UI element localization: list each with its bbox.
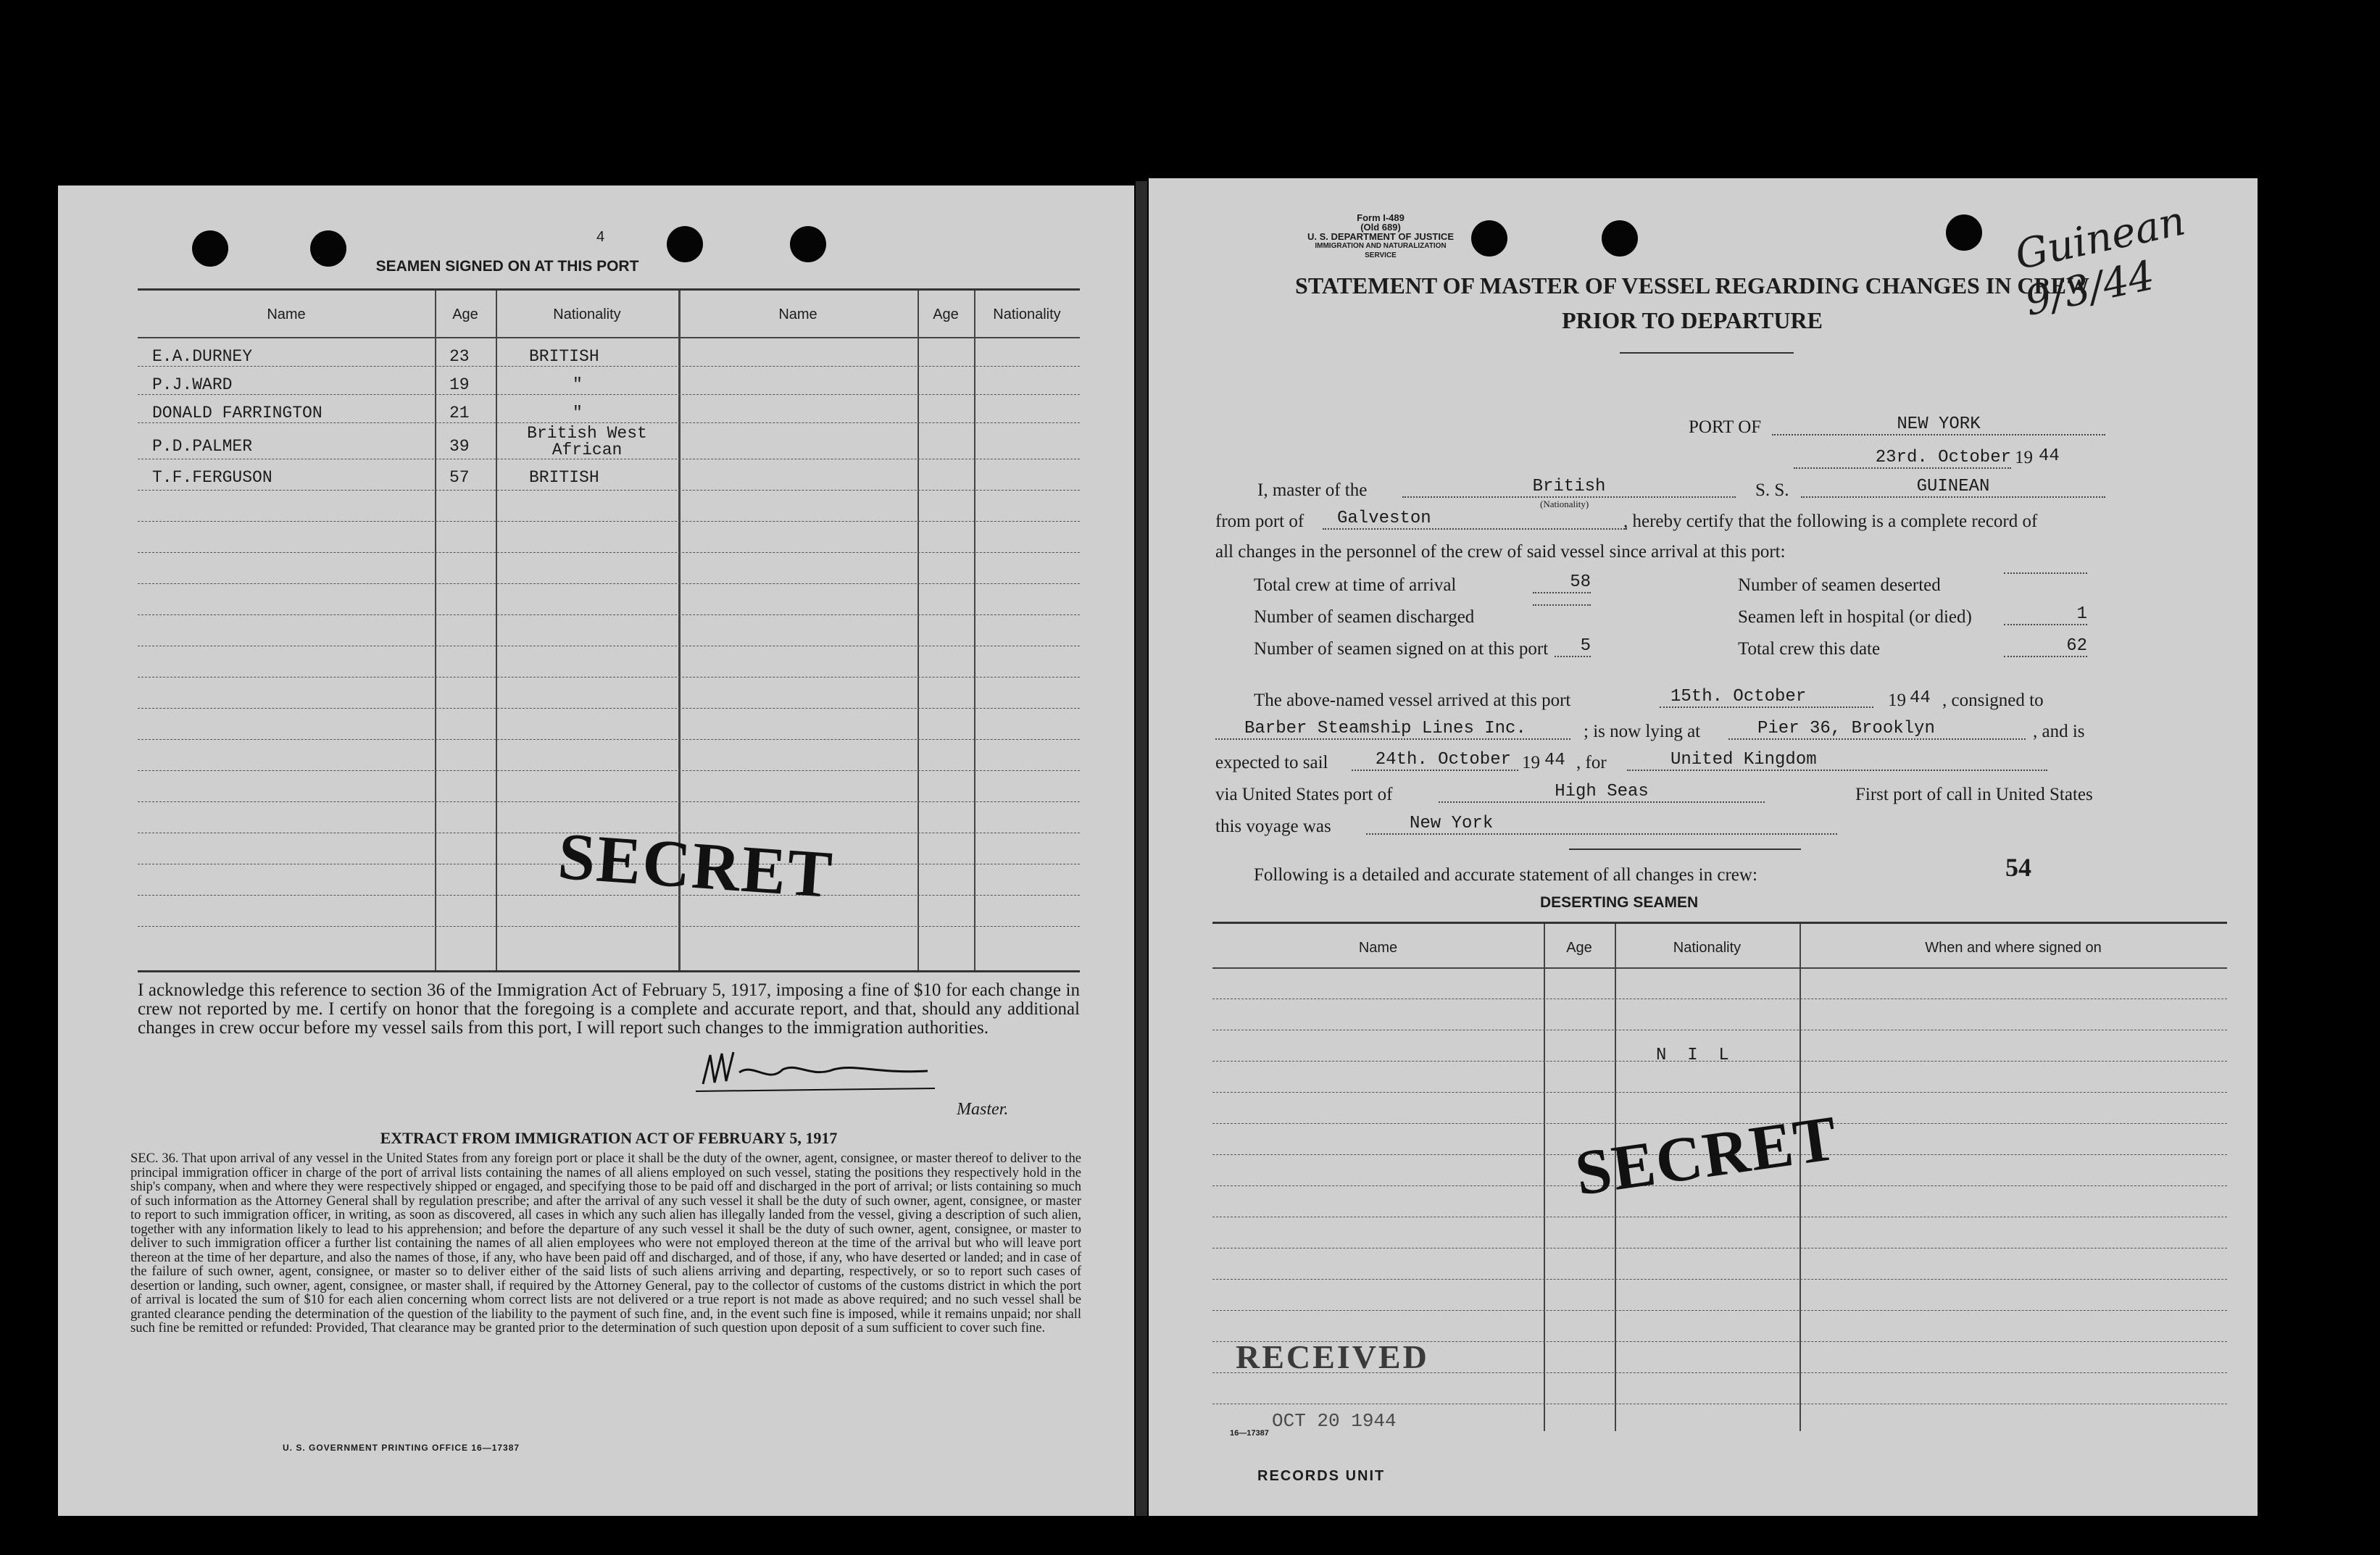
nil-entry: N I L	[1656, 1046, 1729, 1065]
date-year-prefix: 19	[2015, 448, 2033, 467]
seaman-nationality: BRITISH	[529, 468, 599, 487]
this-voyage-label: this voyage was	[1215, 817, 1331, 836]
seaman-age: 57	[449, 468, 470, 487]
total-crew-date-value: 62	[2004, 636, 2087, 657]
ship-name: GUINEAN	[1801, 477, 2105, 498]
ss-label: S. S.	[1755, 480, 1789, 500]
seaman-age: 23	[449, 347, 470, 366]
page-number: 4	[596, 229, 605, 245]
col-header-name: Name	[1358, 940, 1398, 956]
nationality-caption: (Nationality)	[1540, 499, 1589, 509]
via-port: High Seas	[1439, 782, 1765, 803]
sail-date: 24th. October	[1352, 750, 1518, 771]
seaman-nationality: British West African	[527, 424, 647, 459]
certify-text-2: all changes in the personnel of the crew of said vessel since arrival at this port:	[1215, 542, 1786, 562]
deserted-label: Number of seamen deserted	[1738, 575, 1941, 595]
col-header-age: Age	[452, 307, 478, 322]
punch-hole	[1471, 220, 1507, 257]
col-header-name: Name	[267, 307, 306, 322]
discharged-label: Number of seamen discharged	[1254, 607, 1475, 627]
following-label: Following is a detailed and accurate statement of all changes in crew:	[1254, 865, 1757, 885]
hospital-label: Seamen left in hospital (or died)	[1738, 607, 1972, 627]
form-subtitle: PRIOR TO DEPARTURE	[1562, 307, 1823, 333]
title-rule	[1620, 352, 1794, 354]
form-title: STATEMENT OF MASTER OF VESSEL REGARDING CHANGES IN CREW	[1295, 272, 2089, 299]
records-unit: RECORDS UNIT	[1257, 1468, 1386, 1484]
arrived-label: The above-named vessel arrived at this port	[1254, 691, 1571, 710]
and-is-label: , and is	[2033, 722, 2085, 741]
seaman-name: DONALD FARRINGTON	[152, 404, 323, 422]
destination: United Kingdom	[1627, 750, 2047, 771]
nationality-value: British	[1402, 477, 1736, 498]
seaman-age: 19	[449, 375, 470, 394]
hospital-value: 1	[2004, 604, 2087, 625]
consigned-label: , consigned to	[1942, 691, 2044, 710]
punch-hole	[790, 226, 826, 262]
received-date: OCT 20 1944	[1272, 1410, 1397, 1432]
lying-label: ; is now lying at	[1584, 722, 1701, 741]
first-port-value: New York	[1366, 814, 1837, 835]
col-header-nationality: Nationality	[1673, 940, 1742, 956]
from-port-label: from port of	[1215, 512, 1305, 531]
seaman-age: 39	[449, 437, 470, 456]
col-header-nationality: Nationality	[553, 307, 621, 322]
left-page	[58, 185, 1134, 1516]
certify-text: , hereby certify that the following is a complete record of	[1623, 512, 2038, 531]
total-crew-date-label: Total crew this date	[1738, 639, 1881, 659]
seaman-nationality: BRITISH	[529, 347, 599, 366]
page-fold	[1136, 181, 1147, 1516]
secret-stamp: SECRET	[1571, 1103, 1843, 1209]
master-of-the-label: I, master of the	[1257, 480, 1368, 500]
section-title: SEAMEN SIGNED ON AT THIS PORT	[375, 258, 639, 275]
from-port-value: Galveston	[1323, 509, 1627, 530]
date-year: 44	[2039, 446, 2060, 466]
seaman-age: 21	[449, 404, 470, 422]
col-header-age-2: Age	[933, 307, 959, 322]
secret-stamp: SECRET	[555, 818, 836, 912]
seaman-name: E.A.DURNEY	[152, 347, 253, 366]
col-header-signed-on: When and where signed on	[1925, 940, 2102, 956]
extract-text: SEC. 36. That upon arrival of any vessel in the United States from any foreign port or place it shall be the duty of the owner, agent, consignee, or master thereof to deliver to the principal immigration officer in charge of the port of arrival lists containing the names of all aliens employed on such vessel, stating the positions they respectively hold in the ship's company, when and where they were respectively shipped or engaged, and specifying those to be paid off and discharged in the port of arrival; or lists containing so much of such information as the Attorney General shall by regulation prescribe; and after the arrival of any such vessel it shall be the duty of such owner, agent, consignee, or master to report to such immigration officer, in writing, as soon as discovered, all cases in which any such alien has illegally landed from the vessel, giving a description of such alien, together with any information likely to lead to his apprehension; and before the departure of any such vessel it shall be the duty of such owner, agent, consignee, or master to deliver to such immigration officer a further list containing the names of all alien employees who were not employed thereon at the time of the arrival but who will leave port thereon at the time of her departure, and also the names of those, if any, who have been paid off and discharged, and of those, if any, who have deserted or landed; and in case of the failure of such owner, agent, consignee, or master so to deliver either of the said lists of such aliens arriving and departing, respectively, or so to report such cases of desertion or landing, such owner, agent, consignee, or master shall, if required by the Attorney General, pay to the collector of customs of the customs district in which the port of arrival is located the sum of $10 for each alien concerning whom correct lists are not delivered or a true report is not made as above required; and no such vessel shall be granted clearance pending the determination of the question of the liability to the payment of such fine, and, in the event such fine is imposed, while it remains unpaid; nor shall such fine be remitted or refunded: Provided, That clearance may be granted prior to the determination of such question upon deposit of a sum sufficient to cover such fine.	[130, 1151, 1081, 1335]
deserted-value	[2004, 572, 2087, 574]
section-rule	[1569, 849, 1801, 850]
col-header-age: Age	[1566, 940, 1592, 956]
punch-hole	[1602, 220, 1638, 257]
extract-title: EXTRACT FROM IMMIGRATION ACT OF FEBRUARY 5, 1917	[380, 1129, 838, 1147]
seaman-nationality: "	[573, 404, 583, 422]
right-page: Form I-489 (Old 689) U. S. DEPARTMENT OF JUSTICE IMMIGRATION AND NATURALIZATION SERVICE Guinean 9/3/44 STATEMENT OF MASTER OF VESSEL REGARDING CHANGES IN CREW PRIOR TO DEPARTURE PORT OF NEW YORK 23rd. October 19 44 I, master of the British (Nationality) S. S. GUINEAN from port of Galveston , hereby certify that the following is a complete record of all changes in the personnel of the crew of said vessel since arrival at this port: Total crew at time of arrival 58 Number of seamen deserted Number of seamen discharged Seamen left in hospital (or died) 1 Number of seamen signed on at this port 5 Total crew this date 62 The above-named vessel arrived at this port 15th. October 19 44 , consigned to Barber Steamship Lines Inc. ; is now lying at Pier 36, Brooklyn , and is expected to sail 24th. October 19 44 , for United Kingdom via United States port of High Seas First port of call in United States this voyage was New York Following is a detailed and accurate statement of all changes in crew: 54 DESERTING SEAMEN Name Age Nationality When and where signed on N I L SECRET RECEIVED OCT 20 1944 16—17387 RECORDS UNIT	[1149, 178, 2258, 1516]
seaman-name: P.D.PALMER	[152, 437, 253, 456]
seamen-signed-on-table	[138, 288, 1080, 972]
acknowledgement-text: I acknowledge this reference to section 36 of the Immigration Act of February 5, 1917, imposing a fine of $10 for each change in crew not reported by me. I certify on honor that the foregoing is a complete and accurate report, and that, should any additional changes in crew occur before my vessel sails from this port, I will report such changes to the immigration authorities.	[138, 980, 1080, 1038]
printer-line: U. S. GOVERNMENT PRINTING OFFICE 16—17387	[283, 1443, 520, 1453]
punch-hole	[667, 226, 703, 262]
seaman-nationality: "	[573, 375, 583, 394]
signed-on-label: Number of seamen signed on at this port	[1254, 639, 1549, 659]
form-number-block: Form I-489 (Old 689) U. S. DEPARTMENT OF JUSTICE IMMIGRATION AND NATURALIZATION SERVICE	[1307, 212, 1454, 259]
form-code: 16—17387	[1230, 1429, 1269, 1438]
arrived-year: 44	[1910, 688, 1931, 708]
total-crew-arrival-label: Total crew at time of arrival	[1254, 575, 1457, 595]
sail-year: 44	[1544, 751, 1565, 770]
seaman-name: T.F.FERGUSON	[152, 468, 272, 487]
received-stamp: RECEIVED	[1236, 1338, 1429, 1375]
discharged-value	[1533, 604, 1591, 606]
arrived-date: 15th. October	[1660, 687, 1873, 708]
first-port-label: First port of call in United States	[1855, 785, 2093, 804]
expected-label: expected to sail	[1215, 753, 1328, 772]
handwritten-note: Guinean 9/3/44	[2011, 197, 2189, 325]
total-crew-arrival-value: 58	[1533, 572, 1591, 593]
punch-hole	[192, 230, 228, 267]
deserting-title: DESERTING SEAMEN	[1540, 894, 1699, 911]
col-header-name-2: Name	[778, 307, 817, 322]
date-value: 23rd. October	[1794, 448, 2011, 469]
port-label: PORT OF	[1689, 417, 1762, 437]
handwritten-number: 54	[2005, 853, 2031, 882]
port-value: NEW YORK	[1772, 414, 2105, 435]
master-label: Master.	[957, 1100, 1009, 1119]
signed-on-value: 5	[1555, 636, 1591, 657]
via-label: via United States port of	[1215, 785, 1393, 804]
punch-hole	[1946, 214, 1982, 251]
col-header-nationality-2: Nationality	[993, 307, 1061, 322]
consignee: Barber Steamship Lines Inc.	[1215, 719, 1570, 740]
seaman-name: P.J.WARD	[152, 375, 233, 394]
master-signature	[688, 1041, 949, 1106]
for-label: , for	[1576, 753, 1607, 772]
lying-at: Pier 36, Brooklyn	[1728, 719, 2026, 740]
